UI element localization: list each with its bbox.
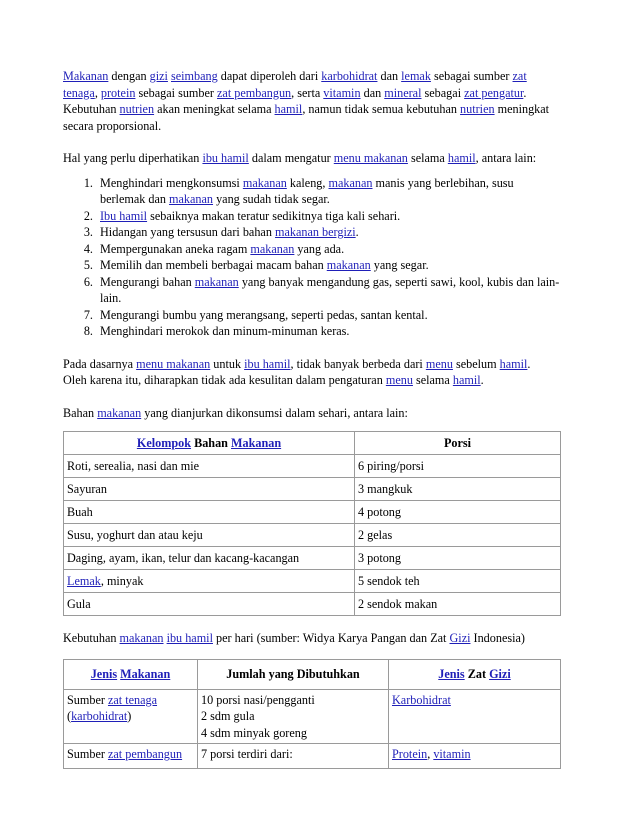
- table-row: [64, 570, 561, 593]
- link-protein[interactable]: protein: [100, 85, 136, 100]
- text: 2 sdm gula: [201, 709, 255, 723]
- text: ,: [427, 747, 434, 761]
- link-makanan[interactable]: makanan: [326, 258, 371, 272]
- list-item: [96, 257, 561, 274]
- table-row: [64, 524, 561, 547]
- table-row: [64, 547, 561, 570]
- text: , minyak: [100, 573, 144, 588]
- document-page: [63, 68, 561, 769]
- header-kelompok: [64, 432, 355, 455]
- list-item: [96, 323, 561, 340]
- table-row: [64, 689, 561, 744]
- text: Sumber: [67, 747, 108, 761]
- link-menu-makanan[interactable]: menu makanan: [136, 356, 211, 371]
- text: sebagai sumber: [430, 69, 513, 83]
- text: sebaiknya makan teratur sedikitnya tiga kali sehari.: [147, 208, 401, 223]
- text: yang banyak mengandung gas, seperti sawi, kool, kubis dan lain-lain.: [100, 274, 560, 305]
- text: yang sudah tidak segar.: [213, 192, 330, 206]
- link-vitamin[interactable]: vitamin: [433, 747, 471, 761]
- text: Bahan: [63, 405, 98, 420]
- cell: 3 potong: [355, 547, 561, 570]
- header-jumlah: Jumlah yang Dibutuhkan: [198, 659, 389, 689]
- text: dengan: [108, 69, 150, 83]
- cell: Gula: [64, 593, 355, 616]
- link-mineral[interactable]: mineral: [384, 85, 422, 100]
- text: yang segar.: [370, 258, 429, 272]
- header-porsi: Porsi: [355, 432, 561, 455]
- text: Mengurangi bumbu yang merangsang, seperti pedas, santan kental.: [100, 307, 428, 322]
- cell: [198, 689, 389, 744]
- text: .: [355, 225, 359, 239]
- text: Menghindari merokok dan minum-minuman keras.: [100, 324, 350, 338]
- text: sebagai sumber: [135, 85, 218, 100]
- link-zat-tenaga[interactable]: zat tenaga: [63, 69, 527, 100]
- table-row: [64, 593, 561, 616]
- link-seimbang[interactable]: seimbang: [170, 69, 218, 83]
- link-zat-pembangun[interactable]: zat pembangun: [107, 747, 183, 761]
- table-row: [64, 501, 561, 524]
- text: Hidangan yang tersusun dari bahan: [100, 225, 275, 239]
- link-menu-makanan[interactable]: menu makanan: [333, 151, 408, 165]
- link-makanan[interactable]: makanan: [194, 274, 239, 289]
- paragraph-kebutuhan: [63, 630, 561, 647]
- link-menu[interactable]: menu: [425, 356, 453, 371]
- link-makanan[interactable]: makanan: [169, 192, 214, 206]
- cell: Roti, serealia, nasi dan mie: [64, 455, 355, 478]
- link-hamil[interactable]: hamil: [447, 151, 476, 165]
- link-jenis[interactable]: Jenis: [438, 666, 465, 681]
- table-header-row: [64, 432, 561, 455]
- cell: [389, 744, 561, 769]
- link-zat-pembangun[interactable]: zat pembangun: [217, 85, 292, 100]
- text: .: [523, 85, 527, 100]
- cell: 2 sendok makan: [355, 593, 561, 616]
- link-nutrien[interactable]: nutrien: [119, 102, 155, 116]
- list-item: [96, 175, 561, 208]
- paragraph-bahan: [63, 405, 561, 422]
- text: selama: [407, 151, 448, 165]
- link-makanan[interactable]: Makanan: [63, 69, 109, 83]
- text: , namun tidak semua kebutuhan: [302, 102, 461, 116]
- text: 10 porsi nasi/pengganti: [201, 692, 315, 707]
- text: dapat diperoleh dari: [217, 69, 322, 83]
- table-row: [64, 744, 561, 769]
- list-item: [96, 274, 561, 307]
- link-kelompok[interactable]: Kelompok: [136, 435, 192, 450]
- link-makanan[interactable]: makanan: [119, 631, 164, 645]
- text: akan meningkat selama: [154, 102, 275, 116]
- list-item: [96, 241, 561, 258]
- text: yang ada.: [294, 241, 345, 256]
- text: Kebutuhan: [63, 102, 120, 116]
- link-ibu-hamil[interactable]: ibu hamil: [202, 151, 249, 165]
- list-item: [96, 307, 561, 324]
- text: .: [480, 373, 484, 387]
- text: Indonesia): [470, 631, 525, 645]
- cell: 2 gelas: [355, 524, 561, 547]
- link-makanan[interactable]: Makanan: [120, 666, 171, 681]
- text: Kebutuhan: [63, 631, 120, 645]
- cell: [64, 689, 198, 744]
- link-jenis[interactable]: Jenis: [90, 666, 118, 681]
- link-makanan[interactable]: makanan: [250, 241, 295, 256]
- text: dan: [377, 69, 402, 83]
- cell: 4 potong: [355, 501, 561, 524]
- cell: 7 porsi terdiri dari:: [198, 744, 389, 769]
- text: kaleng,: [286, 175, 329, 190]
- link-nutrien[interactable]: nutrien: [460, 102, 495, 116]
- link-vitamin[interactable]: vitamin: [323, 85, 361, 100]
- text: , serta: [291, 85, 324, 100]
- text: manis yang berlebihan, susu berlemak dan: [100, 175, 514, 206]
- text: per hari (sumber: Widya Karya Pangan dan Zat: [212, 631, 450, 645]
- link-karbohidrat[interactable]: Karbohidrat: [392, 692, 451, 707]
- text: sebelum: [452, 356, 500, 371]
- table-row: [64, 478, 561, 501]
- text: sebagai: [421, 85, 465, 100]
- cell: [389, 689, 561, 744]
- text: 4 sdm minyak goreng: [201, 725, 307, 740]
- cell: 5 sendok teh: [355, 570, 561, 593]
- lead-paragraph: [63, 150, 561, 167]
- link-menu[interactable]: menu: [385, 373, 413, 387]
- link-gizi[interactable]: gizi: [149, 69, 168, 83]
- text: dan: [360, 85, 385, 100]
- cell: [64, 570, 355, 593]
- header-jenis-zat-gizi: [389, 659, 561, 689]
- list-item: [96, 208, 561, 225]
- text: Oleh karena itu, diharapkan tidak ada kesulitan dalam pengaturan: [63, 373, 386, 387]
- text: , tidak banyak berbeda dari: [290, 356, 426, 371]
- link-ibu-hamil[interactable]: ibu hamil: [166, 631, 213, 645]
- text: Menghindari mengkonsumsi: [100, 175, 243, 190]
- text: Memilih dan membeli berbagai macam bahan: [100, 258, 327, 272]
- link-hamil[interactable]: hamil: [452, 373, 481, 387]
- paragraph-menu: [63, 356, 561, 389]
- link-makanan-bergizi[interactable]: makanan bergizi: [274, 225, 356, 239]
- text: Hal yang perlu diperhatikan: [63, 151, 203, 165]
- portion-table: [63, 431, 561, 616]
- text: ): [127, 709, 132, 723]
- text: .: [527, 356, 531, 371]
- cell: Susu, yoghurt dan atau keju: [64, 524, 355, 547]
- link-zat-pengatur[interactable]: zat pengatur: [464, 85, 524, 100]
- text: Mempergunakan aneka ragam: [100, 241, 251, 256]
- link-gizi[interactable]: Gizi: [449, 631, 471, 645]
- link-ibu-hamil[interactable]: ibu hamil: [244, 356, 291, 371]
- cell: 6 piring/porsi: [355, 455, 561, 478]
- cell: 3 mangkuk: [355, 478, 561, 501]
- text: Mengurangi bahan: [100, 274, 195, 289]
- text: Pada dasarnya: [63, 356, 137, 371]
- cell: Buah: [64, 501, 355, 524]
- link-karbohidrat[interactable]: karbohidrat: [71, 709, 128, 723]
- text: untuk: [210, 356, 245, 371]
- text: Sumber: [67, 692, 108, 707]
- link-protein[interactable]: Protein: [392, 747, 428, 761]
- list-item: [96, 224, 561, 241]
- text: yang dianjurkan dikonsumsi dalam sehari, antara lain:: [141, 405, 408, 420]
- text: Zat: [464, 666, 490, 681]
- text: Bahan: [191, 435, 231, 450]
- tips-list: [63, 175, 561, 340]
- text: meningkat secara proporsional.: [63, 102, 550, 133]
- text: (: [67, 709, 72, 723]
- link-karbohidrat[interactable]: karbohidrat: [321, 69, 378, 83]
- link-hamil[interactable]: hamil: [499, 356, 528, 371]
- intro-paragraph: [63, 68, 561, 134]
- cell: Daging, ayam, ikan, telur dan kacang-kacangan: [64, 547, 355, 570]
- link-ibu-hamil[interactable]: Ibu hamil: [100, 208, 148, 223]
- link-makanan[interactable]: makanan: [242, 175, 287, 190]
- header-jenis-makanan: [64, 659, 198, 689]
- text: , antara lain:: [475, 151, 537, 165]
- link-makanan[interactable]: makanan: [328, 175, 373, 190]
- link-hamil[interactable]: hamil: [274, 102, 303, 116]
- needs-table: [63, 659, 561, 770]
- link-gizi[interactable]: Gizi: [489, 666, 511, 681]
- text: dalam mengatur: [248, 151, 334, 165]
- text: selama: [412, 373, 453, 387]
- link-makanan[interactable]: Makanan: [231, 435, 282, 450]
- link-lemak[interactable]: Lemak: [67, 573, 101, 588]
- cell: [64, 744, 198, 769]
- text: ,: [94, 85, 101, 100]
- link-makanan[interactable]: makanan: [97, 405, 142, 420]
- link-lemak[interactable]: lemak: [401, 69, 431, 83]
- link-zat-tenaga[interactable]: zat tenaga: [107, 692, 158, 707]
- cell: Sayuran: [64, 478, 355, 501]
- table-row: [64, 455, 561, 478]
- table-header-row: [64, 659, 561, 689]
